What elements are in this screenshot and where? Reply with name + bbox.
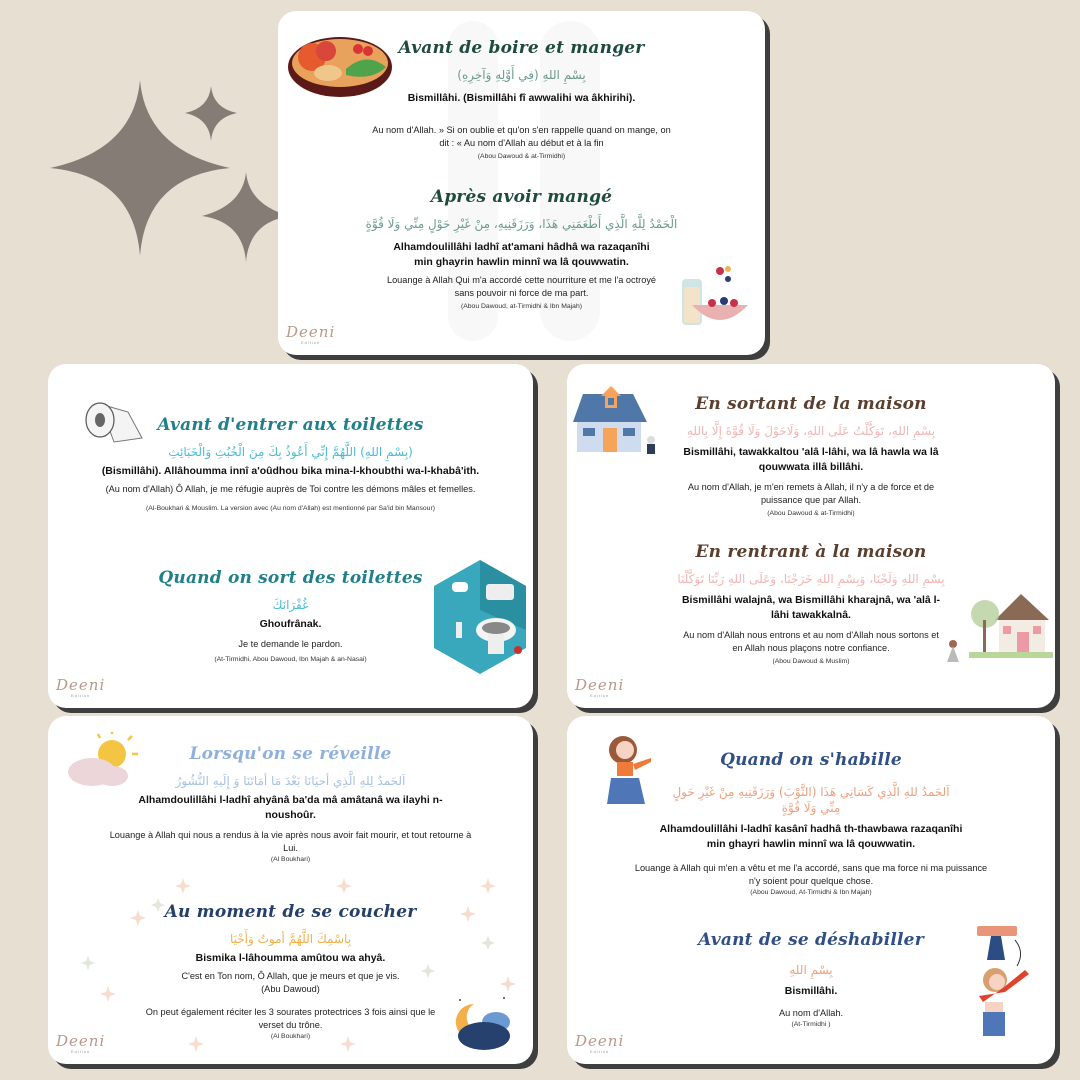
meaning-source-text: (Abu Dawoud) bbox=[261, 984, 320, 994]
section-title: Avant de se déshabiller bbox=[698, 930, 924, 950]
section-title: Quand on sort des toilettes bbox=[158, 568, 423, 588]
meaning-text: Au nom d'Allah. bbox=[778, 1008, 844, 1018]
card-wake-sleep bbox=[48, 716, 533, 1064]
transliteration: Alhamdoulillâhi ladhî at'amani hâdhâ wa razaqanîhi min ghayrin hawlin minnî wa lâ qouwwatin. bbox=[393, 241, 650, 268]
transliteration: Bismika l-lâhoumma amûtou wa ahyâ. bbox=[195, 952, 386, 964]
section-title: Au moment de se coucher bbox=[164, 902, 417, 922]
meaning-text: Au nom d'Allah. » Si on oublie et qu'on s'en rappelle quand on mange, on dit : « Au nom d'Allah au début et à la fin bbox=[372, 125, 671, 148]
transliteration: Bismillâhi. (Bismillâhi fî awwalihi wa âkhirihi). bbox=[407, 92, 636, 104]
deeni-logo: Deeni Edition bbox=[56, 1032, 106, 1054]
deeni-logo: Deeni Edition bbox=[575, 676, 625, 698]
section-waking-up bbox=[48, 744, 533, 864]
source-text: (Abou Dawoud & at-Tirmidhi) bbox=[477, 153, 566, 160]
arabic-text: الْحَمْدُ لِلَّهِ الَّذِي أَطْعَمَنِي هَذَا، وَرَزَقَنِيهِ، مِنْ غَيْرِ حَوْلٍ مِنِّي وَلَا قُوَّةٍ bbox=[365, 217, 678, 231]
section-title: En sortant de la maison bbox=[695, 394, 927, 414]
deeni-logo: Deeni Edition bbox=[575, 1032, 625, 1054]
source-text: (Abou Dawoud, At-Tirmidhi & Ibn Majah) bbox=[750, 889, 872, 896]
arabic-text: بِسْمِ اللهِ وَلَجْنَا، وَبِسْمِ اللهِ خَرَجْنَا، وَعَلَى اللهِ رَبِّنَا تَوَكَّلْنَا bbox=[677, 572, 945, 586]
meaning-text: Louange à Allah Qui m'a accordé cette nourriture et me l'a octroyé sans pouvoir ni force de ma part. bbox=[386, 275, 657, 298]
transliteration: Bismillâhi walajnâ, wa Bismillâhi kharajnâ, wa 'alâ l-lâhi tawakkalnâ. bbox=[681, 594, 941, 621]
transliteration: Ghoufrânak. bbox=[259, 618, 322, 630]
extra-note-text: On peut également réciter les 3 sourates protectrices 3 fois ainsi que le verset du trône. bbox=[145, 1007, 436, 1030]
section-title: Lorsqu'on se réveille bbox=[189, 744, 392, 764]
transliteration: Alhamdoulillâhi l-ladhî kasânî hadhâ th-thawbawa razaqanîhi min ghayri hawlin minnî wa lâ qouwwatin. bbox=[659, 823, 963, 850]
source-text: (Al Boukhari) bbox=[270, 856, 311, 863]
source-text: (Abou Dawoud, at-Tirmidhi & Ibn Majah) bbox=[460, 303, 582, 310]
section-title: Quand on s'habille bbox=[720, 750, 902, 770]
arabic-text: بِسْمِ اللهِ bbox=[789, 963, 833, 977]
moon-cloud-icon bbox=[452, 992, 516, 1052]
sparkles-icon bbox=[0, 0, 300, 300]
arabic-text: بِاسْمِكَ اللَّهُمَّ أموتُ وَأَحْيَا bbox=[229, 932, 352, 946]
transliteration: Alhamdoulillâhi l-ladhî ahyânâ ba'da mâ amâtanâ wa ilayhi n-noushoûr. bbox=[138, 794, 443, 821]
section-leaving-house bbox=[567, 394, 1055, 518]
card-dressing bbox=[567, 716, 1055, 1064]
meaning-text: Louange à Allah qui nous a rendus à la vie après nous avoir fait mourir, et tout retourne à Lui. bbox=[109, 830, 472, 853]
arabic-text: اَلحَمدُ لِلهِ الَّذِي أحيَانَا بَعْدَ مَا أمَاتَنَا وَ إِلَيهِ النُّشُورُ bbox=[175, 774, 406, 788]
deeni-logo: Deeni Edition bbox=[286, 323, 336, 345]
source-text: (At-Tirmidhi ) bbox=[791, 1021, 831, 1028]
arabic-text: اَلحَمدُ للهِ الَّذِي كَسَانِي هَذَا (الثَّوْبَ) وَرَزَقَنِيهِ مِنْ غَيْرِ حَولٍ مِنِّي وَلَا قُوَّةٍ bbox=[672, 785, 950, 815]
meaning-text: Au nom d'Allah, je m'en remets à Allah, il n'y a de force et de puissance que par Allah. bbox=[687, 482, 935, 505]
transliteration: Bismillâhi, tawakkaltou 'alâ l-lâhi, wa lâ hawla wa lâ qouwwata illâ billâhi. bbox=[683, 446, 939, 473]
source-text: (Al-Boukhari & Mouslim. La version avec (Au nom d'Allah) est mentionné par Sa'id bin Mansour) bbox=[146, 505, 435, 512]
deeni-logo: Deeni Edition bbox=[56, 676, 106, 698]
transliteration: (Bismillâhi). Allâhoumma innî a'oûdhou bika mina-l-khoubthi wa-l-khabâ'ith. bbox=[101, 465, 480, 477]
arabic-text: بِسْمِ اللهِ (فِي أَوَّلِهِ وَآخِرِهِ) bbox=[457, 68, 586, 82]
section-title: Avant de boire et manger bbox=[398, 38, 645, 58]
section-before-eating bbox=[278, 38, 765, 161]
card-toilets bbox=[48, 364, 533, 708]
source-text: (Al Boukhari) bbox=[270, 1033, 311, 1040]
section-getting-dressed bbox=[567, 750, 1055, 897]
section-title: En rentrant à la maison bbox=[695, 542, 927, 562]
arabic-text: بِسْمِ اللهِ، تَوَكَّلْتُ عَلَى اللهِ، وَلَاحَوْلَ وَلَا قُوَّةَ إِلَّا بِاللهِ bbox=[686, 424, 936, 438]
card-house bbox=[567, 364, 1055, 708]
section-title: Avant d'entrer aux toilettes bbox=[157, 415, 424, 435]
meaning-text: (Au nom d'Allah) Ô Allah, je me réfugie auprès de Toi contre les démons mâles et femelles. bbox=[105, 484, 476, 494]
section-title: Après avoir mangé bbox=[430, 187, 613, 207]
meaning-text: Au nom d'Allah nous entrons et au nom d'Allah nous sortons et en Allah nous plaçons notre confiance. bbox=[683, 630, 939, 653]
source-text: (Abou Dawoud & at-Tirmidhi) bbox=[767, 510, 855, 517]
cereal-bowl-icon bbox=[678, 265, 750, 331]
transliteration: Bismillâhi. bbox=[784, 985, 838, 997]
source-text: (Abou Dawoud & Muslim) bbox=[772, 658, 850, 665]
arabic-text: (بِسْمِ اللهِ) اللَّهُمَّ إِنِّي أَعُوذُ بِكَ مِنَ الْخُبُثِ وَالْخَبَائِثِ bbox=[168, 445, 413, 459]
source-text: (At-Tirmidhi, Abou Dawoud, Ibn Majah & an-Nasai) bbox=[214, 656, 367, 663]
arabic-text: غُفْرَانَكَ bbox=[272, 598, 309, 612]
meaning-text: Louange à Allah qui m'en a vêtu et me l'a accordé, sans que ma force ni ma puissance n'y soient pour quelque chose. bbox=[634, 863, 988, 886]
boy-undressing-icon bbox=[969, 922, 1033, 1038]
toilet-icon bbox=[432, 560, 528, 674]
meaning-text: C'est en Ton nom, Ô Allah, que je meurs et que je vis. bbox=[181, 971, 400, 981]
section-enter-toilets bbox=[48, 415, 533, 513]
meaning-text: Je te demande le pardon. bbox=[238, 639, 343, 649]
card-food bbox=[278, 11, 765, 355]
house-enter-icon bbox=[945, 590, 1053, 664]
